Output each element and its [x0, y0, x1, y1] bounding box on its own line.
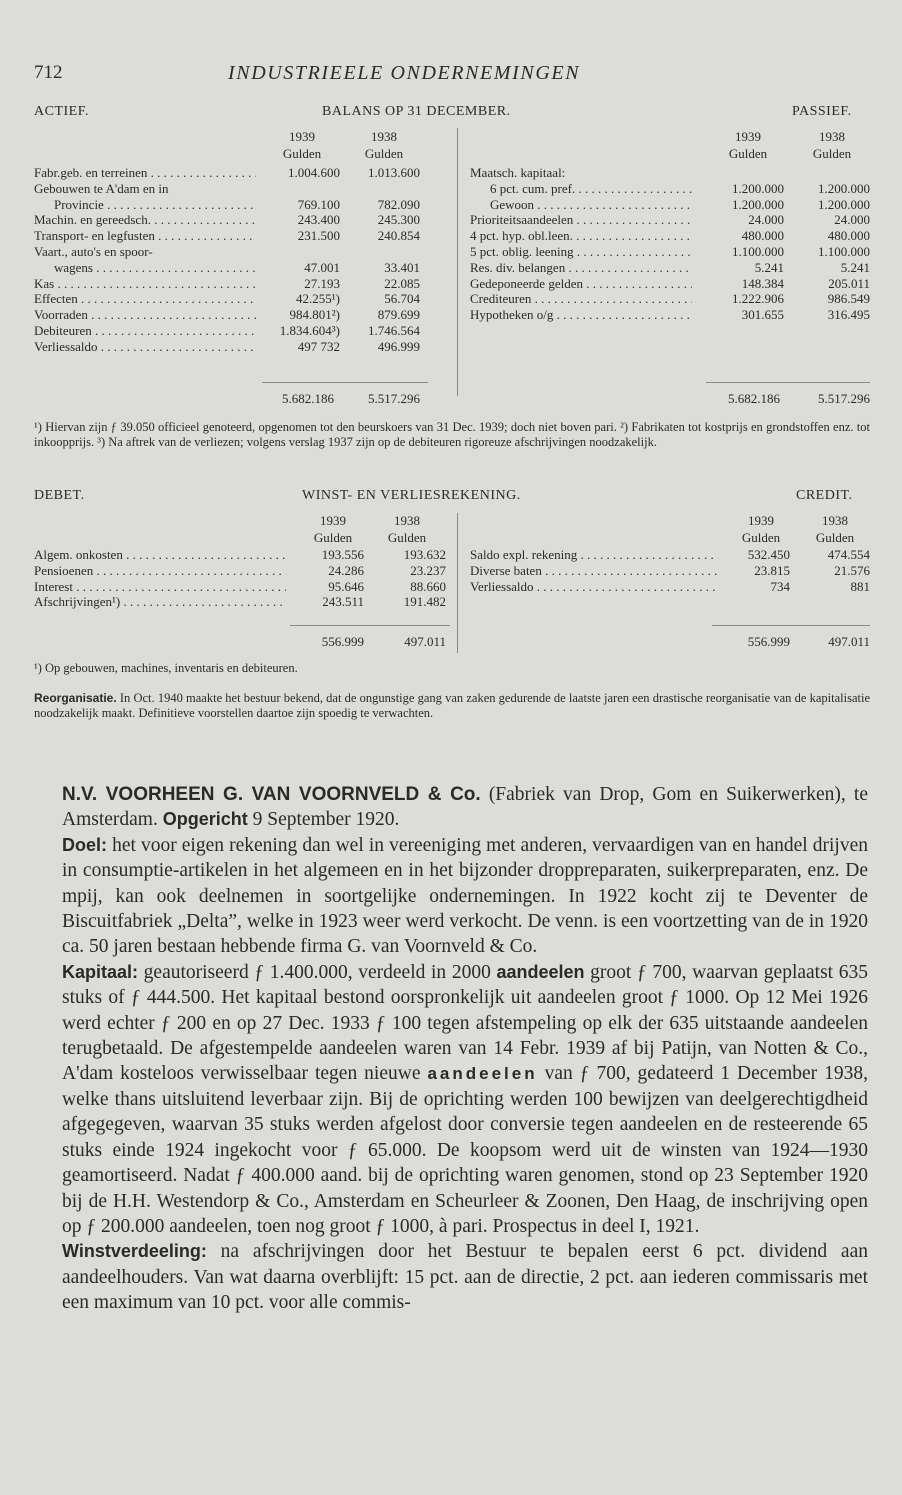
- actief-row-value-1938: 879.699: [377, 307, 420, 323]
- passief-row-value-1939: 24.000: [748, 212, 784, 228]
- actief-unit-2: Gulden: [364, 146, 404, 161]
- company-description: [62, 782, 868, 1316]
- winstverdeeling-paragraph: [62, 1239, 868, 1315]
- passief-row-label: 6 pct. cum. pref. . . .: [490, 181, 692, 196]
- actief-row-value-1939: 27.193: [304, 275, 340, 291]
- actief-row-value-1939: 42.255¹): [296, 291, 340, 307]
- passief-row-label: Gedeponeerde gelden . . .: [470, 276, 692, 291]
- passief-row-value-1938: 480.000: [827, 228, 870, 244]
- actief-row-value-1939: 497 732: [297, 338, 340, 354]
- founded-text: 9 September 1920.: [247, 809, 400, 831]
- debet-heading: DEBET.: [34, 488, 85, 503]
- actief-row-label: Verliessaldo . . .: [34, 339, 256, 354]
- passief-row-label: Gewoon . . .: [490, 197, 692, 212]
- credit-row-value-1939: 532.450: [747, 547, 790, 562]
- credit-year-1938: 1938: [822, 513, 848, 528]
- passief-row-value-1938: 205.011: [828, 275, 870, 291]
- actief-row-value-1938: 56.704: [384, 291, 420, 307]
- passief-row-label: 5 pct. oblig. leening . . .: [470, 244, 692, 259]
- balans-heading: BALANS OP 31 DECEMBER.: [322, 104, 511, 119]
- actief-row-label: Gebouwen te A'dam en in: [34, 180, 169, 196]
- debet-total-1938: 497.011: [404, 634, 446, 649]
- debet-row-value-1938: 23.237: [410, 562, 446, 578]
- winst-footnote: [34, 661, 870, 676]
- debet-row-value-1939: 193.556: [321, 547, 364, 562]
- debet-row-value-1938: 193.632: [403, 547, 446, 562]
- debet-row-value-1939: 24.286: [328, 562, 364, 578]
- credit-row-label: Verliessaldo . . .: [470, 579, 718, 594]
- actief-row-value-1938: 240.854: [377, 228, 420, 244]
- actief-row-value-1938: 1.013.600: [368, 165, 420, 180]
- debet-total-rule: [290, 625, 450, 626]
- winst-divider: [457, 513, 458, 653]
- passief-row-value-1938: 1.100.000: [818, 244, 870, 259]
- credit-row-value-1939: 734: [770, 578, 790, 594]
- actief-row-label: Debiteuren . . .: [34, 323, 256, 338]
- passief-row-value-1938: 986.549: [827, 291, 870, 307]
- credit-total-1938: 497.011: [828, 634, 870, 649]
- actief-row-value-1938: 1.746.564: [368, 323, 420, 338]
- passief-row-value-1939: 1.200.000: [732, 180, 784, 196]
- debet-year-1939: 1939: [320, 513, 346, 528]
- debet-unit-2: Gulden: [387, 530, 427, 545]
- actief-row-label: Fabr.geb. en terreinen . . .: [34, 165, 256, 180]
- actief-row-label: Machin. en gereedsch. . . .: [34, 212, 256, 227]
- actief-row-label: wagens . . .: [54, 260, 256, 275]
- actief-row-label: Voorraden . . .: [34, 307, 256, 322]
- credit-row-value-1938: 474.554: [827, 547, 870, 562]
- reorganisation-note: [34, 691, 870, 721]
- credit-row-value-1938: 881: [850, 578, 870, 594]
- debet-row-value-1938: 88.660: [410, 578, 446, 594]
- company-name: N.V. VOORHEEN G. VAN VOORNVELD & Co.: [62, 784, 481, 805]
- actief-year-1939: 1939: [289, 129, 315, 144]
- passief-unit-1: Gulden: [728, 146, 768, 161]
- passief-row-label: 4 pct. hyp. obl.leen. . . .: [470, 228, 692, 243]
- actief-total-rule: [262, 382, 428, 383]
- credit-heading: CREDIT.: [796, 488, 853, 503]
- passief-row-value-1939: 1.100.000: [732, 244, 784, 259]
- passief-unit-2: Gulden: [812, 146, 852, 161]
- kapitaal-paragraph: [62, 960, 868, 1239]
- passief-row-label: Crediteuren . . .: [470, 291, 692, 306]
- credit-total-rule: [712, 625, 870, 626]
- actief-row-value-1938: 33.401: [384, 259, 420, 275]
- actief-row-value-1938: 496.999: [377, 338, 420, 354]
- balans-divider: [457, 128, 458, 396]
- passief-total-1938: 5.517.296: [818, 391, 870, 406]
- passief-year-1939: 1939: [735, 129, 761, 144]
- credit-total-1939: 556.999: [747, 634, 790, 649]
- debet-unit-1: Gulden: [313, 530, 353, 545]
- passief-row-value-1939: 480.000: [741, 228, 784, 244]
- running-head: INDUSTRIEELE ONDERNEMINGEN: [228, 62, 581, 84]
- credit-year-1939: 1939: [748, 513, 774, 528]
- actief-unit-1: Gulden: [282, 146, 322, 161]
- founded-label: Opgericht: [162, 809, 248, 830]
- reorganisation-text: In Oct. 1940 maakte het bestuur bekend, dat de ongunstige gang van zaken gedurende de laatste jaren een drastische reorganisatie van de kapitalisatie noodzakelijk maakt. Definitieve voorstellen daartoe zijn spoedig te verwachten.: [34, 691, 870, 720]
- debet-row-label: Afschrijvingen¹) . . .: [34, 594, 286, 609]
- passief-heading: PASSIEF.: [792, 104, 852, 119]
- credit-row-label: Saldo expl. rekening . . .: [470, 547, 718, 562]
- kapitaal-label: Kapitaal:: [62, 961, 139, 982]
- passief-row-value-1938: 24.000: [834, 212, 870, 228]
- debet-row-label: Algem. onkosten . . .: [34, 547, 286, 562]
- credit-row-value-1938: 21.576: [834, 562, 870, 578]
- passief-row-label: Hypotheken o/g . . .: [470, 307, 692, 322]
- debet-row-value-1939: 95.646: [328, 578, 364, 594]
- company-intro-paragraph: [62, 782, 868, 833]
- doel-paragraph: [32, 833, 868, 960]
- credit-row-value-1939: 23.815: [754, 562, 790, 578]
- company-intro: (Fabriek van Drop, Gom en Suikerwerken), te Amsterdam.: [62, 784, 868, 831]
- passief-row-value-1938: 316.495: [827, 307, 870, 323]
- passief-row-value-1939: 301.655: [741, 307, 784, 323]
- actief-row-value-1939: 47.001: [304, 259, 340, 275]
- doel-text: het voor eigen rekening dan wel in vereeniging met anderen, vervaardigen van en handel drijven in consumptie-artikelen in het algemeen en in het bijzonder droppreparaten, suikerpreparaten, enz. De mpij, kan ook deelnemen in soortgelijke ondernemingen. In 1922 kocht zij te Deventer de Biscuitfabriek „Delta”, welke in 1923 weer werd verkocht. De venn. is een voortzetting van de in 1920 ca. 50 jaren bestaan hebbende firma G. van Voornveld & Co.: [62, 834, 868, 958]
- debet-row-value-1938: 191.482: [403, 594, 446, 610]
- credit-unit-2: Gulden: [815, 530, 855, 545]
- actief-row-value-1938: 22.085: [384, 275, 420, 291]
- debet-year-1938: 1938: [394, 513, 420, 528]
- actief-heading: ACTIEF.: [34, 104, 89, 119]
- passief-row-value-1939: 148.384: [741, 275, 784, 291]
- passief-row-label: Res. div. belangen . . .: [470, 260, 692, 275]
- kapitaal-bold-term: aandeelen: [496, 961, 585, 982]
- reorganisation-label: Reorganisatie.: [34, 691, 117, 705]
- actief-row-label: Transport- en legfusten . . .: [34, 228, 256, 243]
- winstverdeeling-text: na afschrijvingen door het Bestuur te bepalen eerst 6 pct. dividend aan aandeelhouders. Van wat daarna overblijft: 15 pct. aan de directie, 2 pct. aan iederen commissaris met een maximum van 10 pct. voor alle commis-: [62, 1241, 868, 1314]
- passief-row-value-1938: 1.200.000: [818, 196, 870, 212]
- actief-row-value-1938: 782.090: [377, 196, 420, 212]
- actief-row-label: Kas . . .: [34, 276, 256, 291]
- winst-footnote-text: ¹) Op gebouwen, machines, inventaris en debiteuren.: [34, 661, 298, 675]
- actief-row-value-1939: 1.834.604³): [279, 323, 340, 338]
- debet-total-1939: 556.999: [321, 634, 364, 649]
- passief-row-label: Prioriteitsaandeelen . . .: [470, 212, 692, 227]
- debet-row-label: Pensioenen . . .: [34, 563, 286, 578]
- page-number: 712: [34, 62, 63, 83]
- credit-row-label: Diverse baten . . .: [470, 563, 718, 578]
- winstverdeeling-label: Winstverdeeling:: [62, 1241, 207, 1262]
- kapitaal-spaced-term: aandeelen: [427, 1064, 538, 1084]
- actief-row-value-1939: 769.100: [297, 196, 340, 212]
- passief-row-label: Maatsch. kapitaal:: [470, 165, 566, 180]
- actief-row-value-1939: 1.004.600: [288, 165, 340, 180]
- passief-row-value-1939: 5.241: [754, 259, 784, 275]
- winst-heading: WINST- EN VERLIESREKENING.: [302, 488, 521, 503]
- actief-row-value-1939: 231.500: [297, 228, 340, 244]
- actief-row-value-1939: 243.400: [297, 212, 340, 228]
- passief-total-rule: [706, 382, 870, 383]
- actief-row-value-1939: 984.801²): [289, 307, 340, 323]
- actief-row-value-1938: 245.300: [377, 212, 420, 228]
- actief-row-label: Effecten . . .: [34, 291, 256, 306]
- passief-year-1938: 1938: [819, 129, 845, 144]
- actief-total-1938: 5.517.296: [368, 391, 420, 406]
- passief-total-1939: 5.682.186: [728, 391, 780, 406]
- doel-label: Doel:: [62, 834, 107, 855]
- kapitaal-text-2: groot ƒ 700, waarvan geplaatst 635 stuks of ƒ 444.500. Het kapitaal bestond oorspronkelijk uit aandeelen groot ƒ 1000. Op 12 Mei 1926 werd echter ƒ 200 en op 27 Dec. 1933 ƒ 100 tegen afstempeling op elk der 635 uitstaande aandeelen terugbetaald. De afgestempelde aandeelen waren van 14 Febr. 1939 af bij Patijn, van Notten & Co., A'dam kosteloos verwisselbaar tegen nieuwe: [62, 961, 868, 1085]
- credit-unit-1: Gulden: [741, 530, 781, 545]
- balans-footnote-text: ¹) Hiervan zijn ƒ 39.050 officieel genoteerd, opgenomen tot den beurskoers van 31 Dec. 1939; doch niet boven pari. ²) Fabrikaten tot kostprijs en grondstoffen enz. tot inkoopprijs. ³) Na aftrek van de verliezen; volgens verslag 1937 zijn op de debiteuren rigoreuze afschrijvingen noodzakelijk.: [34, 420, 870, 449]
- passief-row-value-1938: 1.200.000: [818, 180, 870, 196]
- actief-row-label: Vaart., auto's en spoor-: [34, 244, 153, 259]
- debet-row-value-1939: 243.511: [322, 594, 364, 610]
- actief-total-1939: 5.682.186: [282, 391, 334, 406]
- passief-row-value-1938: 5.241: [840, 259, 870, 275]
- kapitaal-text-1: geautoriseerd ƒ 1.400.000, verdeeld in 2000: [138, 961, 497, 983]
- kapitaal-text-3: van ƒ 700, gedateerd 1 December 1938, welke thans uitsluitend leverbaar zijn. Bij de oprichting werden 100 bewijzen van deelgerechtigdheid afgegegeven, waarvan 35 stuks werden afgelost door conversie tegen aandeelen en de resteerende 65 stuks einde 1924 ingekocht voor ƒ 65.000. De koopsom werd uit de winsten van 1924—1930 geamortiseerd. Nadat ƒ 400.000 aand. bij de oprichting waren genomen, stond op 23 September 1920 bij de H.H. Westendorp & Co., Amsterdam en Scheurleer & Zoonen, Den Haag, de inschrijving open op ƒ 200.000 aandeelen, toen nog groot ƒ 1000, à pari. Prospectus in deel I, 1921.: [62, 1063, 868, 1237]
- passief-row-value-1939: 1.222.906: [732, 291, 784, 307]
- balans-footnote: [34, 420, 870, 450]
- debet-row-label: Interest . . .: [34, 579, 286, 594]
- actief-year-1938: 1938: [371, 129, 397, 144]
- actief-row-label: Provincie . . .: [54, 197, 256, 212]
- passief-row-value-1939: 1.200.000: [732, 196, 784, 212]
